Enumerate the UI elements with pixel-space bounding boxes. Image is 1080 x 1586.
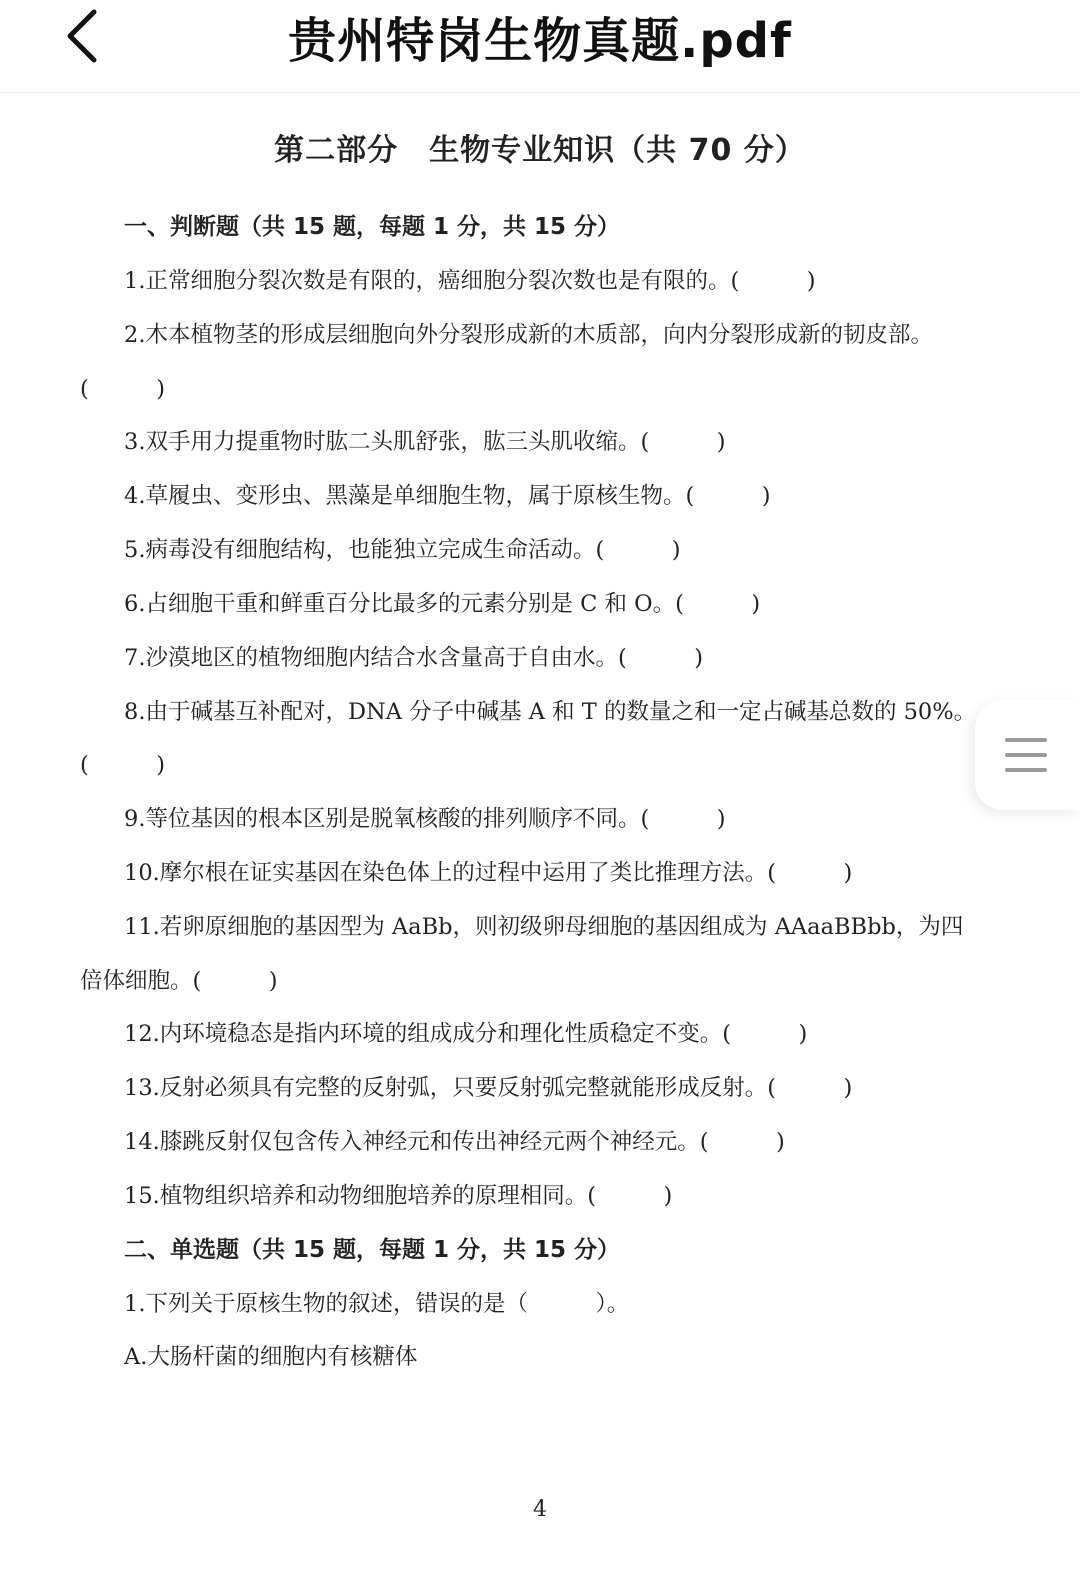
question-line: 15.植物组织培养和动物细胞培养的原理相同。( ) (124, 1183, 673, 1209)
question-line: 2.木本植物茎的形成层细胞向外分裂形成新的木质部，向内分裂形成新的韧皮部。 (124, 322, 933, 348)
pdf-page (0, 95, 1080, 1586)
question-line: 3.双手用力提重物时肱二头肌舒张，肱三头肌收缩。( ) (124, 429, 726, 455)
question-line-continued: ( ) (80, 376, 166, 402)
section-heading-true-false: 一、判断题（共 15 题，每题 1 分，共 15 分） (124, 214, 621, 240)
question-line: 10.摩尔根在证实基因在染色体上的过程中运用了类比推理方法。( ) (124, 860, 853, 886)
question-line: 8.由于碱基互补配对，DNA 分子中碱基 A 和 T 的数量之和一定占碱基总数的 50%。 (124, 699, 977, 725)
question-line: 5.病毒没有细胞结构，也能独立完成生命活动。( ) (124, 537, 681, 563)
question-line: 13.反射必须具有完整的反射弧，只要反射弧完整就能形成反射。( ) (124, 1075, 853, 1101)
answer-option: A.大肠杆菌的细胞内有核糖体 (124, 1344, 418, 1370)
question-line: 4.草履虫、变形虫、黑藻是单细胞生物，属于原核生物。( ) (124, 483, 771, 509)
part-title: 第二部分 生物专业知识（共 70 分） (274, 133, 806, 168)
question-line-continued: 倍体细胞。( ) (80, 968, 278, 994)
question-line: 1.下列关于原核生物的叙述，错误的是（ ）。 (124, 1291, 630, 1317)
question-line-continued: ( ) (80, 752, 166, 778)
question-line: 1.正常细胞分裂次数是有限的，癌细胞分裂次数也是有限的。( ) (124, 268, 816, 294)
page-number: 4 (533, 1497, 547, 1522)
section-heading-single-choice: 二、单选题（共 15 题，每题 1 分，共 15 分） (124, 1237, 621, 1263)
question-line: 11.若卵原细胞的基因型为 AaBb，则初级卵母细胞的基因组成为 AAaaBBbb，为四 (124, 914, 964, 940)
question-line: 6.占细胞干重和鲜重百分比最多的元素分别是 C 和 O。( ) (124, 591, 761, 617)
floating-menu-button[interactable] (975, 700, 1080, 810)
hamburger-menu-icon (1005, 736, 1049, 774)
question-line: 9.等位基因的根本区别是脱氧核酸的排列顺序不同。( ) (124, 806, 726, 832)
question-line: 12.内环境稳态是指内环境的组成成分和理化性质稳定不变。( ) (124, 1021, 808, 1047)
question-line: 7.沙漠地区的植物细胞内结合水含量高于自由水。( ) (124, 645, 704, 671)
document-title: 贵州特岗生物真题.pdf (288, 13, 792, 69)
top-bar (0, 0, 1080, 93)
question-line: 14.膝跳反射仅包含传入神经元和传出神经元两个神经元。( ) (124, 1129, 785, 1155)
